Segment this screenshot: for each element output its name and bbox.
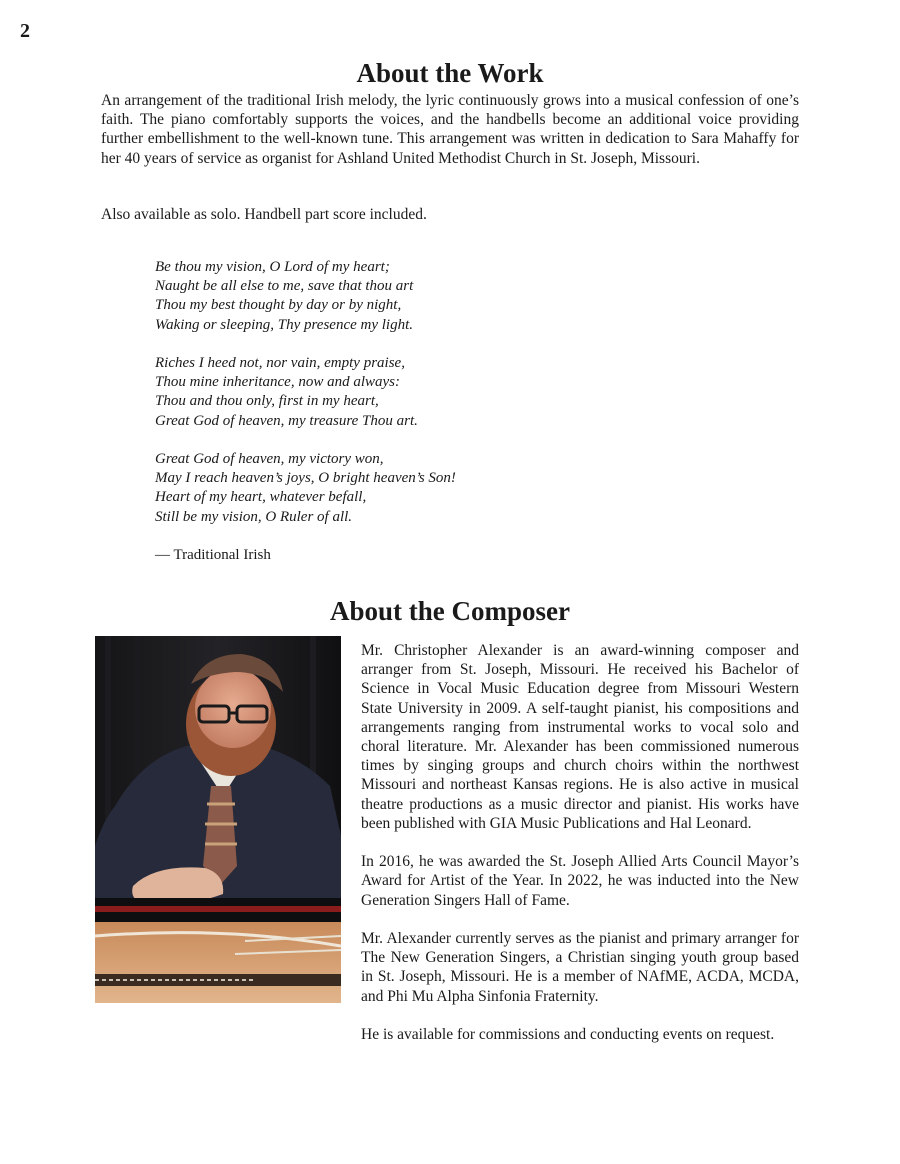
- page-number: 2: [20, 20, 30, 42]
- stanza-2: [155, 354, 655, 431]
- bio-paragraph: He is available for commissions and conducting events on request.: [361, 1026, 775, 1044]
- hymn-lyrics: [155, 258, 655, 565]
- composer-bio: [361, 641, 799, 1063]
- lyric-line: Great God of heaven, my treasure Thou art.: [155, 412, 418, 429]
- about-work-heading: About the Work: [356, 58, 544, 88]
- lyric-line: Thou my best thought by day or by night,: [155, 297, 402, 314]
- lyric-attribution: — Traditional Irish: [155, 547, 271, 563]
- lyric-line: Be thou my vision, O Lord of my heart;: [155, 259, 390, 275]
- stanza-1: [155, 258, 655, 335]
- lyric-line: Still be my vision, O Ruler of all.: [155, 508, 353, 525]
- lyric-line: May I reach heaven’s joys, O bright heaven’s Son!: [155, 470, 456, 487]
- about-work-paragraph: An arrangement of the traditional Irish melody, the lyric continuously grows into a musical confession of one’s faith. The piano comfortably supports the voices, and the handbells become an additional voice providing further embellishment to the well-known tune. This arrangement was written in dedication to Sara Mahaffy for her 40 years of service as organist for Ashland United Methodist Church in St. Joseph, Missouri.: [101, 92, 799, 167]
- bio-paragraph: In 2016, he was awarded the St. Joseph Allied Arts Council Mayor’s Award for Artist of the Year. In 2022, he was inducted into the New Generation Singers Hall of Fame.: [361, 853, 799, 909]
- bio-paragraph: Mr. Alexander currently serves as the pianist and primary arranger for The New Generation Singers, a Christian singing youth group based in St. Joseph, Missouri. He is a member of NAfME, ACDA, MCDA, and Phi Mu Alpha Sinfonia Fraternity.: [361, 930, 799, 1005]
- about-composer-heading: About the Composer: [330, 596, 570, 626]
- lyric-line: Naught be all else to me, save that thou art: [155, 278, 414, 295]
- lyric-line: Riches I heed not, nor vain, empty praise,: [155, 355, 405, 371]
- lyric-line: Thou mine inheritance, now and always:: [155, 374, 400, 391]
- stanza-3: [155, 450, 655, 527]
- lyric-line: Thou and thou only, first in my heart,: [155, 393, 379, 410]
- lyric-line: Heart of my heart, whatever befall,: [155, 489, 367, 506]
- availability-note: Also available as solo. Handbell part score included.: [101, 206, 427, 223]
- bio-paragraph: Mr. Christopher Alexander is an award-winning composer and arranger from St. Joseph, Missouri. He received his Bachelor of Science in Vocal Music Education degree from Missouri Western State University in 2009. A self-taught pianist, his compositions and arrangements ranging from instrumental works to vocal solo and choral literature. Mr. Alexander has been commissioned numerous times by singing groups and church choirs within the northwest Missouri and northeast Kansas regions. He is also active in musical theatre productions as a music director and pianist. His works have been published with GIA Music Publications and Hal Leonard.: [361, 642, 799, 832]
- lyric-line: Waking or sleeping, Thy presence my light.: [155, 316, 414, 333]
- lyric-line: Great God of heaven, my victory won,: [155, 451, 384, 467]
- composer-photo: [95, 636, 341, 1003]
